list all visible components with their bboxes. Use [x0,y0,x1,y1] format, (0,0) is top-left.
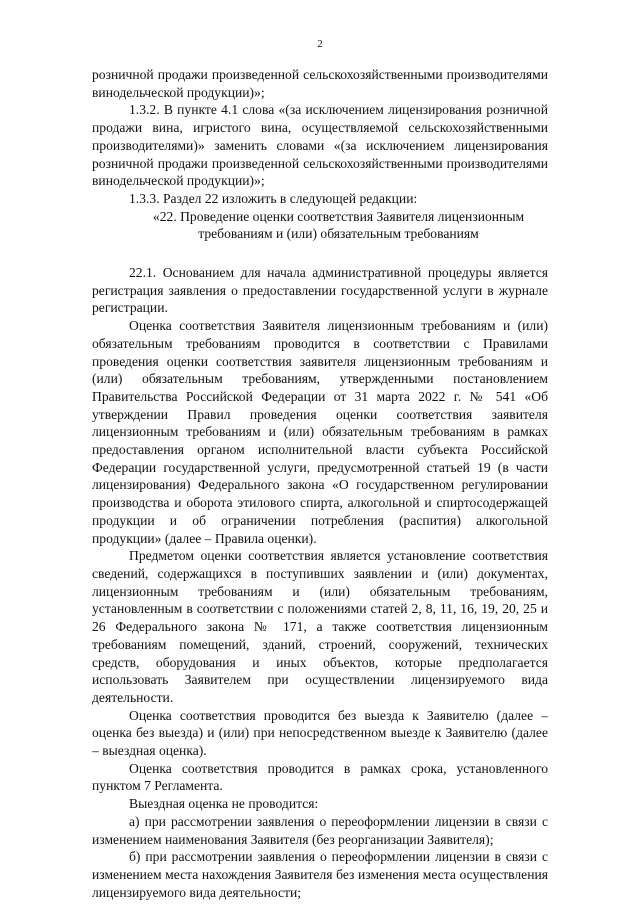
list-item-a: а) при рассмотрении заявления о переоформлении лицензии в связи с изменением наименования Заявителя (без реорганизации Заявителя); [92,813,548,847]
paragraph-1-3-2: 1.3.2. В пункте 4.1 слова «(за исключением лицензирования розничной продажи вина, игристого вина, осуществляемой сельскохозяйственными производителями)» заменить словами «(за исключением лицензирования розничной продажи произведенной сельскохозяйственными производителями винодельческой продукции)»; [92,102,548,189]
paragraph-no-onsite: Выездная оценка не проводится: [129,796,319,812]
section-heading-line-1: «22. Проведение оценки соответствия Заявителя лицензионным [152,208,525,224]
paragraph-22-1: 22.1. Основанием для начала административной процедуры является регистрация заявления о предоставлении государственной услуги в журнале регистрации. [92,265,548,316]
section-heading [92,208,548,243]
page-number: 2 [317,38,323,50]
paragraph-assessment-rules: Оценка соответствия Заявителя лицензионным требованиям и (или) обязательным требованиям проводится в соответствии с Правилами проведения оценки соответствия заявителя лицензионным требованиям и (или) обязательным требованиям, утвержденными постановлением Правительства Российской Федерации от 31 марта 2022 г. № 541 «Об утверждении Правил проведения оценки соответствия заявителя лицензионным требованиям и (или) обязательным требованиям в рамках предоставления органом исполнительной власти субъекта Российской Федерации государственной услуги, предусмотренной статьей 19 (в части лицензирования) Федерального закона «О государственном регулировании производства и оборота этилового спирта, алкогольной и спиртосодержащей продукции и об ограничении потребления (распития) алкогольной продукции» (далее – Правила оценки). [92,318,548,546]
paragraph-continuation: розничной продажи произведенной сельскохозяйственными производителями винодельческой продукции)»; [92,67,548,100]
paragraph-assessment-subject: Предметом оценки соответствия является установление соответствия сведений, содержащихся в поступивших заявлении и (или) документах, лицензионным требованиям и (или) обязательным требованиям, установленным в соответствии с положениями статей 2, 8, 11, 16, 19, 20, 25 и 26 Федерального закона № 171, а также соответствия лицензионным требованиям помещений, зданий, строений, сооружений, технических средств, оборудования и иных объектов, которые предполагается использовать Заявителем при осуществлении лицензируемого вида деятельности. [92,548,548,705]
document-body [92,66,548,901]
section-heading-line-2: требованиям и (или) обязательным требованиям [198,226,479,242]
paragraph-1-3-3: 1.3.3. Раздел 22 изложить в следующей редакции: [129,190,418,206]
list-item-b: б) при рассмотрении заявления о переоформлении лицензии в связи с изменением места нахождения Заявителя без изменения места осуществления лицензируемого вида деятельности; [92,849,548,900]
paragraph-assessment-forms: Оценка соответствия проводится без выезда к Заявителю (далее – оценка без выезда) и (или) при непосредственном выезде к Заявителю (далее – выездная оценка). [92,707,548,759]
paragraph-assessment-term: Оценка соответствия проводится в рамках срока, установленного пунктом 7 Регламента. [92,760,548,794]
